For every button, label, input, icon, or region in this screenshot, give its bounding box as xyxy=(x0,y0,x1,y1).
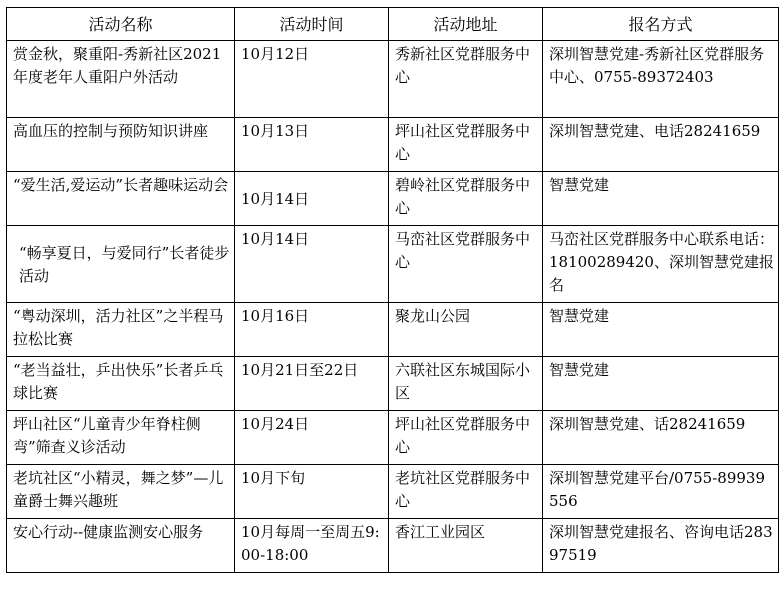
signup-method: 深圳智慧党建、电话28241659 xyxy=(543,118,779,172)
header-row xyxy=(7,8,779,41)
signup-method: 智慧党建 xyxy=(543,172,779,226)
activity-time: 10月每周一至周五9:00-18:00 xyxy=(235,519,389,573)
table-row xyxy=(7,519,779,573)
header-signup-method: 报名方式 xyxy=(543,8,779,41)
activity-time: 10月14日 xyxy=(235,226,389,303)
header-activity-time: 活动时间 xyxy=(235,8,389,41)
activity-address: 坪山社区党群服务中心 xyxy=(389,118,543,172)
header-activity-name: 活动名称 xyxy=(7,8,235,41)
activity-table xyxy=(6,7,779,573)
signup-method: 智慧党建 xyxy=(543,357,779,411)
activity-time: 10月14日 xyxy=(235,172,389,226)
activity-time: 10月16日 xyxy=(235,303,389,357)
activity-name: 赏金秋，聚重阳-秀新社区2021年度老年人重阳户外活动 xyxy=(7,41,235,118)
activity-address: 碧岭社区党群服务中心 xyxy=(389,172,543,226)
activity-address: 坪山社区党群服务中心 xyxy=(389,411,543,465)
activity-name: 高血压的控制与预防知识讲座 xyxy=(7,118,235,172)
activity-name: “畅享夏日，与爱同行”长者徒步活动 xyxy=(7,226,235,303)
table-row xyxy=(7,118,779,172)
signup-method: 马峦社区党群服务中心联系电话：18100289420、深圳智慧党建报名 xyxy=(543,226,779,303)
table-row xyxy=(7,172,779,226)
activity-name: 坪山社区“儿童青少年脊柱侧弯”筛查义诊活动 xyxy=(7,411,235,465)
activity-name: “粤动深圳，活力社区”之半程马拉松比赛 xyxy=(7,303,235,357)
activity-time: 10月12日 xyxy=(235,41,389,118)
activity-address: 马峦社区党群服务中心 xyxy=(389,226,543,303)
table-row xyxy=(7,465,779,519)
activity-address: 六联社区东城国际小区 xyxy=(389,357,543,411)
signup-method: 深圳智慧党建平台/0755-89939556 xyxy=(543,465,779,519)
signup-method: 深圳智慧党建报名、咨询电话28397519 xyxy=(543,519,779,573)
activity-name: “爱生活,爱运动”长者趣味运动会 xyxy=(7,172,235,226)
signup-method: 深圳智慧党建-秀新社区党群服务中心、0755-89372403 xyxy=(543,41,779,118)
activity-name: 老坑社区“小精灵，舞之梦”—儿童爵士舞兴趣班 xyxy=(7,465,235,519)
header-activity-address: 活动地址 xyxy=(389,8,543,41)
signup-method: 智慧党建 xyxy=(543,303,779,357)
activity-name: “老当益壮，乒出快乐”长者乒乓球比赛 xyxy=(7,357,235,411)
activity-time: 10月13日 xyxy=(235,118,389,172)
signup-method: 深圳智慧党建、话28241659 xyxy=(543,411,779,465)
table-row xyxy=(7,411,779,465)
activity-time: 10月21日至22日 xyxy=(235,357,389,411)
activity-time: 10月24日 xyxy=(235,411,389,465)
activity-time: 10月下旬 xyxy=(235,465,389,519)
table-row xyxy=(7,303,779,357)
table-row xyxy=(7,41,779,118)
table-row xyxy=(7,357,779,411)
activity-address: 秀新社区党群服务中心 xyxy=(389,41,543,118)
activity-address: 老坑社区党群服务中心 xyxy=(389,465,543,519)
activity-name: 安心行动--健康监测安心服务 xyxy=(7,519,235,573)
activity-address: 香江工业园区 xyxy=(389,519,543,573)
table-row xyxy=(7,226,779,303)
activity-address: 聚龙山公园 xyxy=(389,303,543,357)
